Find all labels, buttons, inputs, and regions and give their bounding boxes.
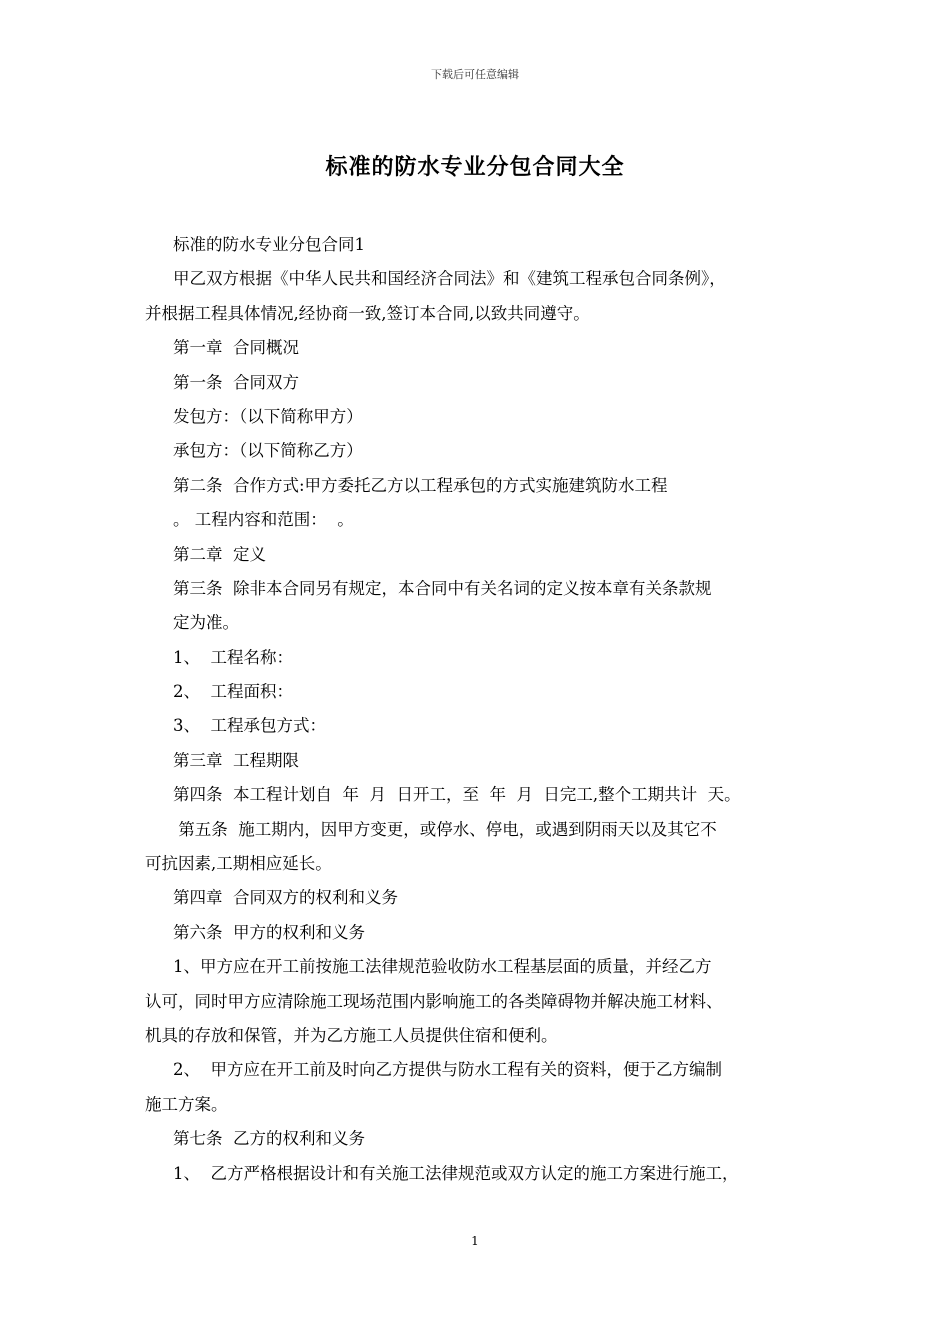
text-line: 定为准。 <box>173 613 239 633</box>
text-line: 机具的存放和保管，并为乙方施工人员提供住宿和便利。 <box>145 1025 558 1045</box>
text-line: 施工方案。 <box>145 1094 228 1114</box>
text-line: 发包方：（以下简称甲方） <box>173 406 363 426</box>
text-line: 第三章 工程期限 <box>173 750 299 770</box>
text-line: 1、 乙方严格根据设计和有关施工法律规范或双方认定的施工方案进行施工， <box>173 1163 739 1183</box>
text-line: 第一条 合同双方 <box>173 372 299 392</box>
text-line: 标准的防水专业分包合同1 <box>173 235 365 254</box>
text-line: 。 工程内容和范围： 。 <box>173 510 354 530</box>
text-line: 第七条 乙方的权利和义务 <box>173 1129 365 1149</box>
text-line: 甲乙双方根据《中华人民共和国经济合同法》和《建筑工程承包合同条例》， <box>173 269 726 289</box>
text-line: 第六条 甲方的权利和义务 <box>173 922 365 942</box>
text-line: 1、甲方应在开工前按施工法律规范验收防水工程基层面的质量，并经乙方 <box>173 957 712 977</box>
document-body <box>145 228 825 1191</box>
text-line: 2、 甲方应在开工前及时向乙方提供与防水工程有关的资料，便于乙方编制 <box>173 1060 722 1080</box>
text-line: 第五条 施工期内，因甲方变更，或停水、停电，或遇到阴雨天以及其它不 <box>173 819 717 839</box>
document-title: 标准的防水专业分包合同大全 <box>325 154 625 180</box>
text-line: 可抗因素,工期相应延长。 <box>145 854 332 874</box>
text-line: 3、 工程承包方式： <box>173 716 326 736</box>
text-line: 第四章 合同双方的权利和义务 <box>173 888 398 908</box>
text-line: 第三条 除非本合同另有规定，本合同中有关名词的定义按本章有关条款规 <box>173 578 712 598</box>
text-line: 承包方：（以下简称乙方） <box>173 441 363 461</box>
text-line: 1、 工程名称： <box>173 647 293 667</box>
text-line: 2、 工程面积： <box>173 682 293 702</box>
text-line: 第四条 本工程计划自 年 月 日开工，至 年 月 日完工,整个工期共计 天。 <box>173 785 741 805</box>
page-number: 1 <box>471 1234 479 1248</box>
header-note: 下载后可任意编辑 <box>431 68 519 81</box>
text-line: 第二章 定义 <box>173 544 266 564</box>
text-line: 第一章 合同概况 <box>173 338 299 358</box>
text-line: 并根据工程具体情况,经协商一致,签订本合同,以致共同遵守。 <box>145 303 590 323</box>
text-line: 认可，同时甲方应清除施工现场范围内影响施工的各类障碍物并解决施工材料、 <box>145 991 723 1011</box>
text-line: 第二条 合作方式:甲方委托乙方以工程承包的方式实施建筑防水工程 <box>173 475 668 495</box>
